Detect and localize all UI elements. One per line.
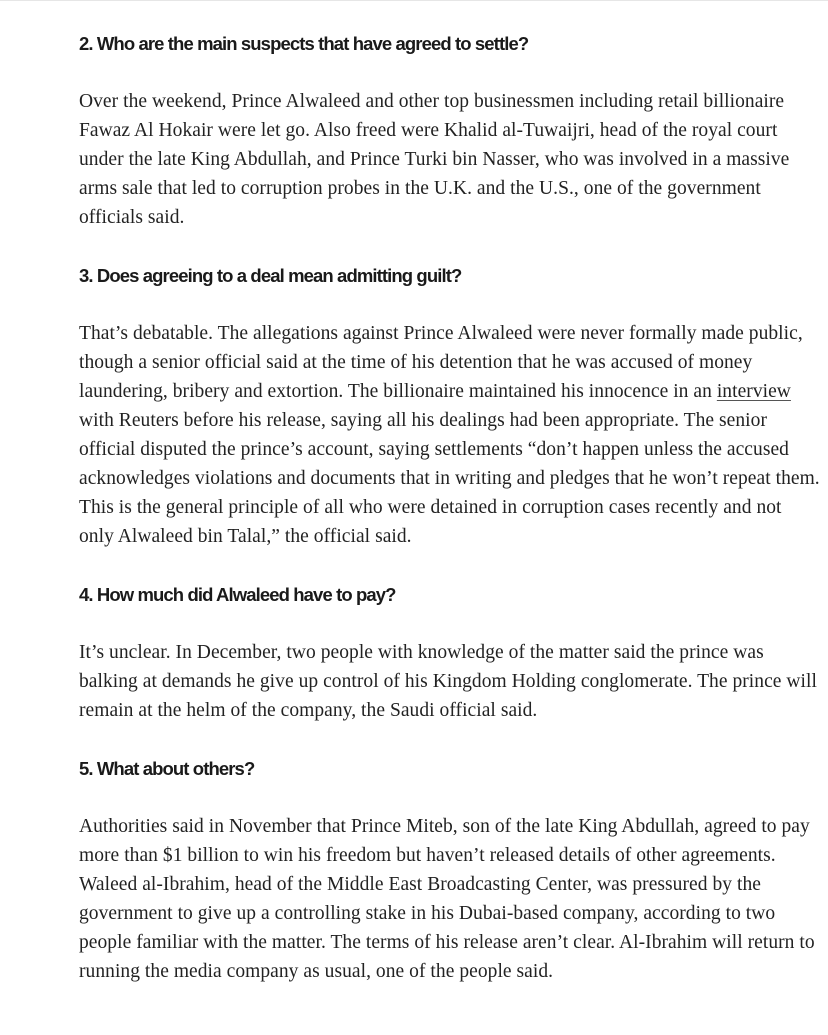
section-paragraph-4: It’s unclear. In December, two people with knowledge of the matter said the prince was balking at demands he give up control of his Kingdom Holding conglomerate. The prince will remain at the helm of the company, the Saudi official said. xyxy=(79,642,817,721)
section-heading-2: 2. Who are the main suspects that have agreed to settle? xyxy=(79,33,529,54)
paragraph-text-before-link: That’s debatable. The allegations against Prince Alwaleed were never formally made public, though a senior official said at the time of his detention that he was accused of money laundering, bribery and extortion. The billionaire maintained his innocence in an xyxy=(79,323,803,402)
section-heading-5: 5. What about others? xyxy=(79,758,255,779)
article-body xyxy=(79,29,821,1015)
interview-link[interactable]: interview xyxy=(716,381,791,402)
paragraph-text-after-link: with Reuters before his release, saying all his dealings had been appropriate. The senior official disputed the prince’s account, saying settlements “don’t happen unless the accused acknowledges violations and documents that in writing and pledges that he won’t repeat them. This is the general principle of all who were detained in corruption cases recently and not only Alwaleed bin Talal,” the official said. xyxy=(79,410,820,547)
section-paragraph-2: Over the weekend, Prince Alwaleed and other top businessmen including retail billionaire Fawaz Al Hokair were let go. Also freed were Khalid al-Tuwaijri, head of the royal court under the late King Abdullah, and Prince Turki bin Nasser, who was involved in a massive arms sale that led to corruption probes in the U.K. and the U.S., one of the government officials said. xyxy=(79,91,790,228)
section-heading-4: 4. How much did Alwaleed have to pay? xyxy=(79,584,396,605)
section-paragraph-3 xyxy=(79,319,821,551)
section-paragraph-5: Authorities said in November that Prince Miteb, son of the late King Abdullah, agreed to pay more than $1 billion to win his freedom but haven’t released details of other agreements. Waleed al-Ibrahim, head of the Middle East Broadcasting Center, was pressured by the government to give up a controlling stake in his Dubai-based company, according to two people familiar with the matter. The terms of his release aren’t clear. Al-Ibrahim will return to running the media company as usual, one of the people said. xyxy=(79,816,815,982)
section-heading-3: 3. Does agreeing to a deal mean admitting guilt? xyxy=(79,265,462,286)
